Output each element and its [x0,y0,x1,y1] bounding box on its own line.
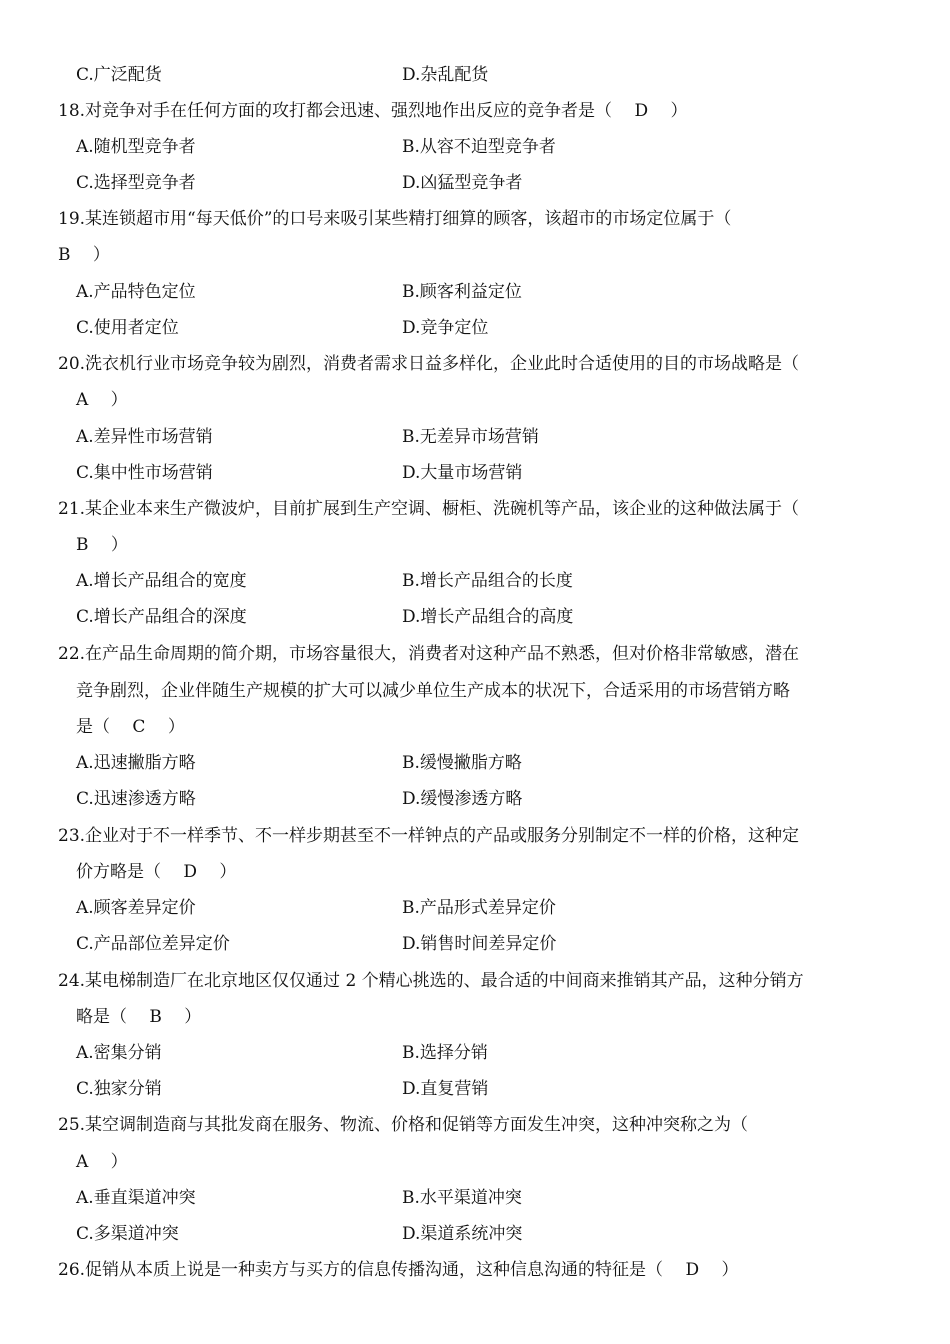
q21-answer: B ） [76,535,128,555]
q23-option-d: D.销售时间差异定价 [402,934,557,954]
q26-stem: 26.促销从本质上说是一种卖方与买方的信息传播沟通，这种信息沟通的特征是（ D ） [58,1260,739,1280]
q19-option-b: B.顾客利益定位 [402,282,522,302]
q25-option-c: C.多渠道冲突 [76,1224,179,1244]
q24-option-c: C.独家分销 [76,1079,162,1099]
q17-option-d: D.杂乱配货 [402,65,489,85]
q18-option-c: C.选择型竞争者 [76,173,196,193]
q22-option-a: A.迅速撇脂方略 [76,753,196,773]
q19-answer: B ） [58,245,110,265]
q24-stem-line1: 24.某电梯制造厂在北京地区仅仅通过 2 个精心挑选的、最合适的中间商来推销其产品，这种分销方 [58,971,804,991]
q23-option-b: B.产品形式差异定价 [402,898,556,918]
q19-option-d: D.竞争定位 [402,318,489,338]
q22-option-b: B.缓慢撇脂方略 [402,753,522,773]
q18-stem: 18.对竞争对手在任何方面的攻打都会迅速、强烈地作出反应的竞争者是（ D ） [58,101,688,121]
q22-option-c: C.迅速渗透方略 [76,789,196,809]
q19-stem: 19.某连锁超市用“每天低价”的口号来吸引某些精打细算的顾客，该超市的市场定位属于（ [58,209,732,229]
q17-option-c: C.广泛配货 [76,65,162,85]
q23-stem-line1: 23.企业对于不一样季节、不一样步期甚至不一样钟点的产品或服务分别制定不一样的价格，这种定 [58,826,800,846]
q20-answer: A ） [76,390,128,410]
q21-option-a: A.增长产品组合的宽度 [76,571,247,591]
q20-stem: 20.洗衣机行业市场竞争较为剧烈，消费者需求日益多样化，企业此时合适使用的目的市场战略是（ [58,354,800,374]
q22-option-d: D.缓慢渗透方略 [402,789,523,809]
q25-option-a: A.垂直渠道冲突 [76,1188,196,1208]
q18-option-a: A.随机型竞争者 [76,137,196,157]
q22-stem-line3: 是（ C ） [76,717,185,737]
q23-stem-line2: 价方略是（ D ） [76,862,237,882]
q23-option-a: A.顾客差异定价 [76,898,196,918]
q23-option-c: C.产品部位差异定价 [76,934,230,954]
q22-stem-line1: 22.在产品生命周期的简介期，市场容量很大，消费者对这种产品不熟悉，但对价格非常敏感，潜在 [58,644,800,664]
q20-option-c: C.集中性市场营销 [76,463,213,483]
q19-option-c: C.使用者定位 [76,318,179,338]
q25-answer: A ） [76,1152,128,1172]
q24-option-b: B.选择分销 [402,1043,488,1063]
q18-option-d: D.凶猛型竞争者 [402,173,523,193]
q20-option-b: B.无差异市场营销 [402,427,539,447]
q21-option-c: C.增长产品组合的深度 [76,607,247,627]
q20-option-a: A.差异性市场营销 [76,427,213,447]
q21-stem: 21.某企业本来生产微波炉，目前扩展到生产空调、橱柜、洗碗机等产品，该企业的这种做法属于（ [58,499,800,519]
q22-stem-line2: 竞争剧烈，企业伴随生产规模的扩大可以减少单位生产成本的状况下，合适采用的市场营销方略 [76,681,790,701]
q21-option-b: B.增长产品组合的长度 [402,571,573,591]
q20-option-d: D.大量市场营销 [402,463,523,483]
q19-option-a: A.产品特色定位 [76,282,196,302]
q21-option-d: D.增长产品组合的高度 [402,607,574,627]
q24-option-a: A.密集分销 [76,1043,162,1063]
q25-option-d: D.渠道系统冲突 [402,1224,523,1244]
q24-option-d: D.直复营销 [402,1079,489,1099]
q25-option-b: B.水平渠道冲突 [402,1188,522,1208]
q24-stem-line2: 略是（ B ） [76,1007,202,1027]
q18-option-b: B.从容不迫型竞争者 [402,137,556,157]
q25-stem: 25.某空调制造商与其批发商在服务、物流、价格和促销等方面发生冲突，这种冲突称之为（ [58,1115,749,1135]
